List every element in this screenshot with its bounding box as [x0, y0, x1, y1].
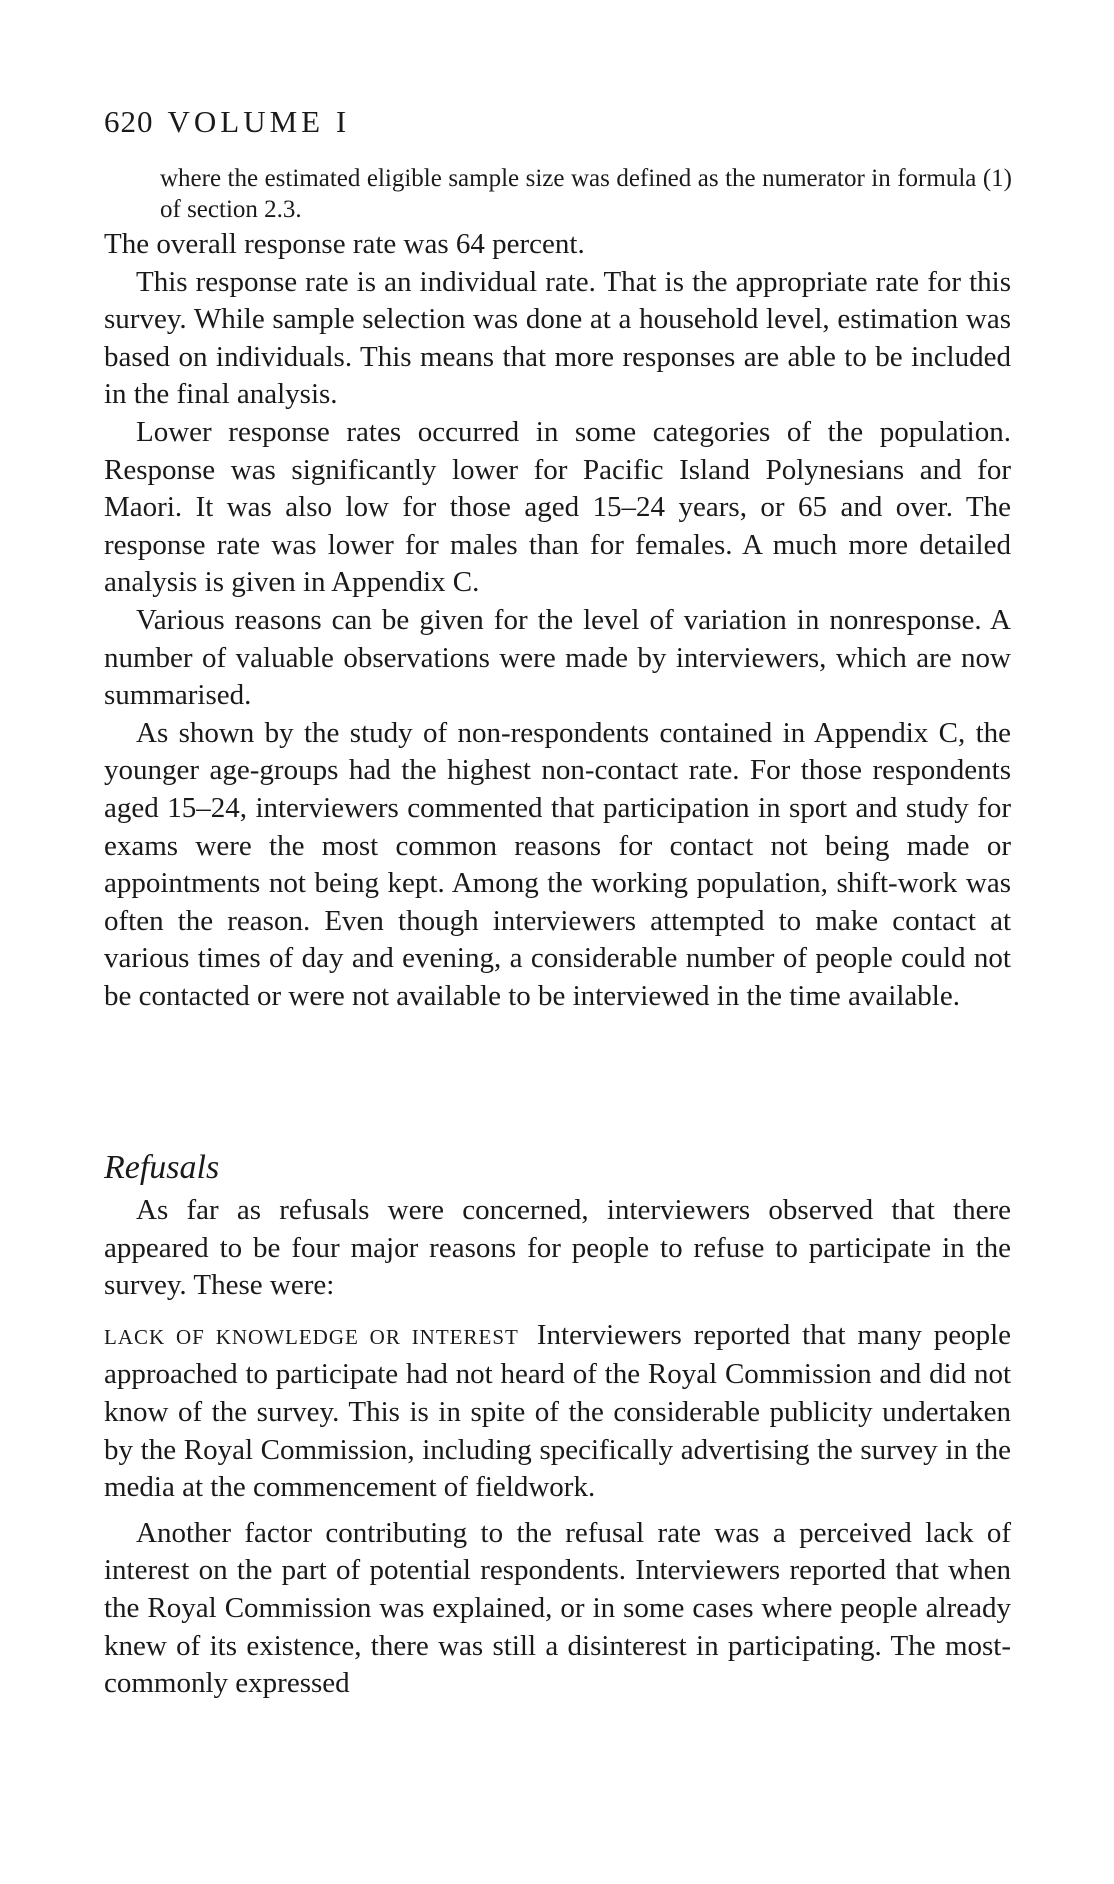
formula-note: [160, 163, 1012, 225]
note-text: where the estimated eligible sample size was defined as the numerator in formula (1) of section 2.3.: [160, 165, 1012, 223]
paragraph-non-respondents: As shown by the study of non-respondents contained in Appendix C, the younger age-groups had the highest non-contact rate. For those respondents aged 15–24, interviewers commented that participation in sport and study for exams were the most common reasons for contact not being made or appointments not being kept. Among the working population, shift-work was often the reason. Even though interviewers attempted to make contact at various times of day and evening, a considerable number of people could not be contacted or were not available to be interviewed in the time available.: [104, 716, 1011, 1012]
section-heading-refusals: Refusals: [104, 1149, 220, 1186]
lead-in-smallcaps: LACK OF KNOWLEDGE OR INTEREST: [104, 1324, 519, 1349]
paragraph-response-rate: The overall response rate was 64 percent.: [104, 228, 585, 260]
page-number: 620: [104, 104, 154, 139]
lack-of-knowledge-text: Interviewers reported that many people approached to participate had not heard of the Royal Commission and did not know of the survey. This is in spite of the considerable publicity undertaken by the Royal Commission, including specifically advertising the survey in the media at the commencement of fieldwork.: [104, 1318, 1011, 1504]
body-text-top: [104, 226, 1011, 1015]
paragraph-lower-response: Lower response rates occurred in some categories of the population. Response was significantly lower for Pacific Island Polynesians and for Maori. It was also low for those aged 15–24 years, or 65 and over. The response rate was lower for males than for females. A much more detailed analysis is given in Appendix C.: [104, 415, 1011, 599]
paragraph-individual-rate: This response rate is an individual rate. That is the appropriate rate for this survey. While sample selection was done at a household level, estimation was based on individuals. This means that more responses are able to be included in the final analysis.: [104, 265, 1011, 411]
paragraph-variation-reasons: Various reasons can be given for the level of variation in nonresponse. A number of valuable observations were made by interviewers, which are now summarised.: [104, 603, 1011, 712]
paragraph-lack-of-interest: Another factor contributing to the refusal rate was a perceived lack of interest on the part of potential respondents. Interviewers reported that when the Royal Commission was explained, or in some cases where people already knew of its existence, there was still a disinterest in participating. The most-commonly expressed: [104, 1516, 1011, 1700]
running-head: [104, 104, 350, 140]
volume-label: VOLUME I: [167, 104, 351, 139]
paragraph-lack-of-knowledge: [104, 1317, 1011, 1507]
body-text-refusals: [104, 1192, 1011, 1703]
paragraph-refusals-intro: As far as refusals were concerned, interviewers observed that there appeared to be four major reasons for people to refuse to participate in the survey. These were:: [104, 1194, 1011, 1302]
